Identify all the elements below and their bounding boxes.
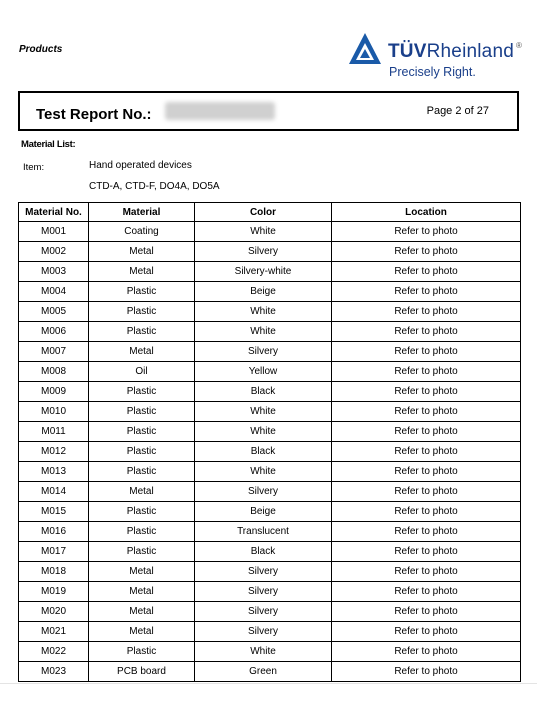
cell-color: Black	[195, 382, 332, 402]
cell-color: White	[195, 642, 332, 662]
cell-location: Refer to photo	[332, 242, 521, 262]
cell-color: White	[195, 302, 332, 322]
table-row	[19, 302, 521, 322]
cell-location: Refer to photo	[332, 282, 521, 302]
cell-material-no: M003	[19, 262, 89, 282]
item-label: Item:	[23, 162, 45, 173]
cell-material: Plastic	[89, 422, 195, 442]
cell-location: Refer to photo	[332, 642, 521, 662]
cell-material-no: M020	[19, 602, 89, 622]
cell-material-no: M006	[19, 322, 89, 342]
cell-color: Silvery	[195, 242, 332, 262]
table-row	[19, 642, 521, 662]
table-row	[19, 342, 521, 362]
table-row	[19, 262, 521, 282]
cell-color: White	[195, 402, 332, 422]
cell-location: Refer to photo	[332, 302, 521, 322]
cell-material: Metal	[89, 342, 195, 362]
cell-color: Black	[195, 442, 332, 462]
logo-slogan: Precisely Right.	[389, 65, 476, 79]
cell-location: Refer to photo	[332, 482, 521, 502]
table-row	[19, 382, 521, 402]
cell-color: Silvery-white	[195, 262, 332, 282]
table-row	[19, 242, 521, 262]
cell-material: Metal	[89, 582, 195, 602]
cell-location: Refer to photo	[332, 262, 521, 282]
header-section-label: Products	[19, 44, 63, 55]
cell-material: Metal	[89, 562, 195, 582]
tuv-rheinland-logo	[347, 31, 527, 81]
page-number: Page 2 of 27	[426, 105, 489, 117]
logo-brand-text: TÜVRheinland ®	[388, 41, 523, 62]
cell-color: Beige	[195, 502, 332, 522]
cell-location: Refer to photo	[332, 422, 521, 442]
cell-location: Refer to photo	[332, 222, 521, 242]
cell-material: Plastic	[89, 382, 195, 402]
material-list-heading: Material List:	[21, 139, 76, 150]
column-header-location: Location	[332, 203, 521, 222]
table-row	[19, 442, 521, 462]
cell-material: Plastic	[89, 502, 195, 522]
cell-color: White	[195, 422, 332, 442]
cell-material: PCB board	[89, 662, 195, 682]
cell-location: Refer to photo	[332, 382, 521, 402]
cell-material: Metal	[89, 482, 195, 502]
cell-color: White	[195, 322, 332, 342]
cell-color: Silvery	[195, 562, 332, 582]
table-row	[19, 362, 521, 382]
cell-location: Refer to photo	[332, 442, 521, 462]
page-bottom-divider	[0, 683, 537, 684]
cell-material: Metal	[89, 602, 195, 622]
cell-material: Plastic	[89, 462, 195, 482]
table-row	[19, 602, 521, 622]
cell-material-no: M023	[19, 662, 89, 682]
cell-material: Plastic	[89, 522, 195, 542]
cell-material-no: M014	[19, 482, 89, 502]
cell-location: Refer to photo	[332, 322, 521, 342]
table-row	[19, 422, 521, 442]
cell-material: Coating	[89, 222, 195, 242]
cell-material: Plastic	[89, 402, 195, 422]
cell-color: Green	[195, 662, 332, 682]
table-row	[19, 542, 521, 562]
item-value: Hand operated devices	[89, 160, 192, 171]
cell-material-no: M022	[19, 642, 89, 662]
table-row	[19, 522, 521, 542]
cell-location: Refer to photo	[332, 402, 521, 422]
column-header-material: Material	[89, 203, 195, 222]
cell-material: Plastic	[89, 642, 195, 662]
cell-location: Refer to photo	[332, 342, 521, 362]
cell-material-no: M012	[19, 442, 89, 462]
cell-location: Refer to photo	[332, 522, 521, 542]
cell-color: Silvery	[195, 582, 332, 602]
cell-material: Oil	[89, 362, 195, 382]
cell-material: Plastic	[89, 542, 195, 562]
cell-material: Plastic	[89, 322, 195, 342]
cell-color: Silvery	[195, 482, 332, 502]
cell-material-no: M011	[19, 422, 89, 442]
cell-color: Yellow	[195, 362, 332, 382]
cell-color: White	[195, 462, 332, 482]
cell-material: Metal	[89, 622, 195, 642]
cell-color: Silvery	[195, 342, 332, 362]
cell-material-no: M015	[19, 502, 89, 522]
cell-color: Black	[195, 542, 332, 562]
cell-color: Translucent	[195, 522, 332, 542]
cell-material-no: M018	[19, 562, 89, 582]
cell-color: Silvery	[195, 602, 332, 622]
table-row	[19, 482, 521, 502]
cell-location: Refer to photo	[332, 622, 521, 642]
cell-location: Refer to photo	[332, 582, 521, 602]
table-row	[19, 402, 521, 422]
report-title: Test Report No.:	[36, 106, 152, 123]
cell-material: Plastic	[89, 302, 195, 322]
table-row	[19, 562, 521, 582]
table-row	[19, 622, 521, 642]
table-header-row	[19, 203, 521, 222]
table-row	[19, 222, 521, 242]
cell-location: Refer to photo	[332, 662, 521, 682]
cell-material-no: M008	[19, 362, 89, 382]
cell-material-no: M004	[19, 282, 89, 302]
cell-location: Refer to photo	[332, 562, 521, 582]
table-body	[19, 222, 521, 682]
cell-material-no: M002	[19, 242, 89, 262]
cell-location: Refer to photo	[332, 462, 521, 482]
cell-material-no: M010	[19, 402, 89, 422]
cell-material-no: M001	[19, 222, 89, 242]
cell-color: Silvery	[195, 622, 332, 642]
redacted-report-number	[165, 102, 275, 120]
cell-material-no: M007	[19, 342, 89, 362]
cell-material: Plastic	[89, 442, 195, 462]
material-table	[18, 202, 521, 682]
cell-color: Beige	[195, 282, 332, 302]
cell-material: Metal	[89, 262, 195, 282]
table-row	[19, 502, 521, 522]
table-row	[19, 582, 521, 602]
cell-material: Plastic	[89, 282, 195, 302]
report-number-box	[18, 91, 519, 131]
cell-material-no: M009	[19, 382, 89, 402]
cell-color: White	[195, 222, 332, 242]
table-row	[19, 282, 521, 302]
cell-material-no: M019	[19, 582, 89, 602]
cell-material-no: M013	[19, 462, 89, 482]
table-row	[19, 322, 521, 342]
table-row	[19, 462, 521, 482]
cell-material: Metal	[89, 242, 195, 262]
cell-location: Refer to photo	[332, 602, 521, 622]
cell-material-no: M017	[19, 542, 89, 562]
cell-location: Refer to photo	[332, 502, 521, 522]
cell-material-no: M016	[19, 522, 89, 542]
cell-location: Refer to photo	[332, 362, 521, 382]
cell-location: Refer to photo	[332, 542, 521, 562]
item-models: CTD-A, CTD-F, DO4A, DO5A	[89, 181, 220, 192]
column-header-color: Color	[195, 203, 332, 222]
cell-material-no: M021	[19, 622, 89, 642]
cell-material-no: M005	[19, 302, 89, 322]
tuv-triangle-logo-icon	[347, 31, 383, 67]
column-header-material-no: Material No.	[19, 203, 89, 222]
table-row	[19, 662, 521, 682]
